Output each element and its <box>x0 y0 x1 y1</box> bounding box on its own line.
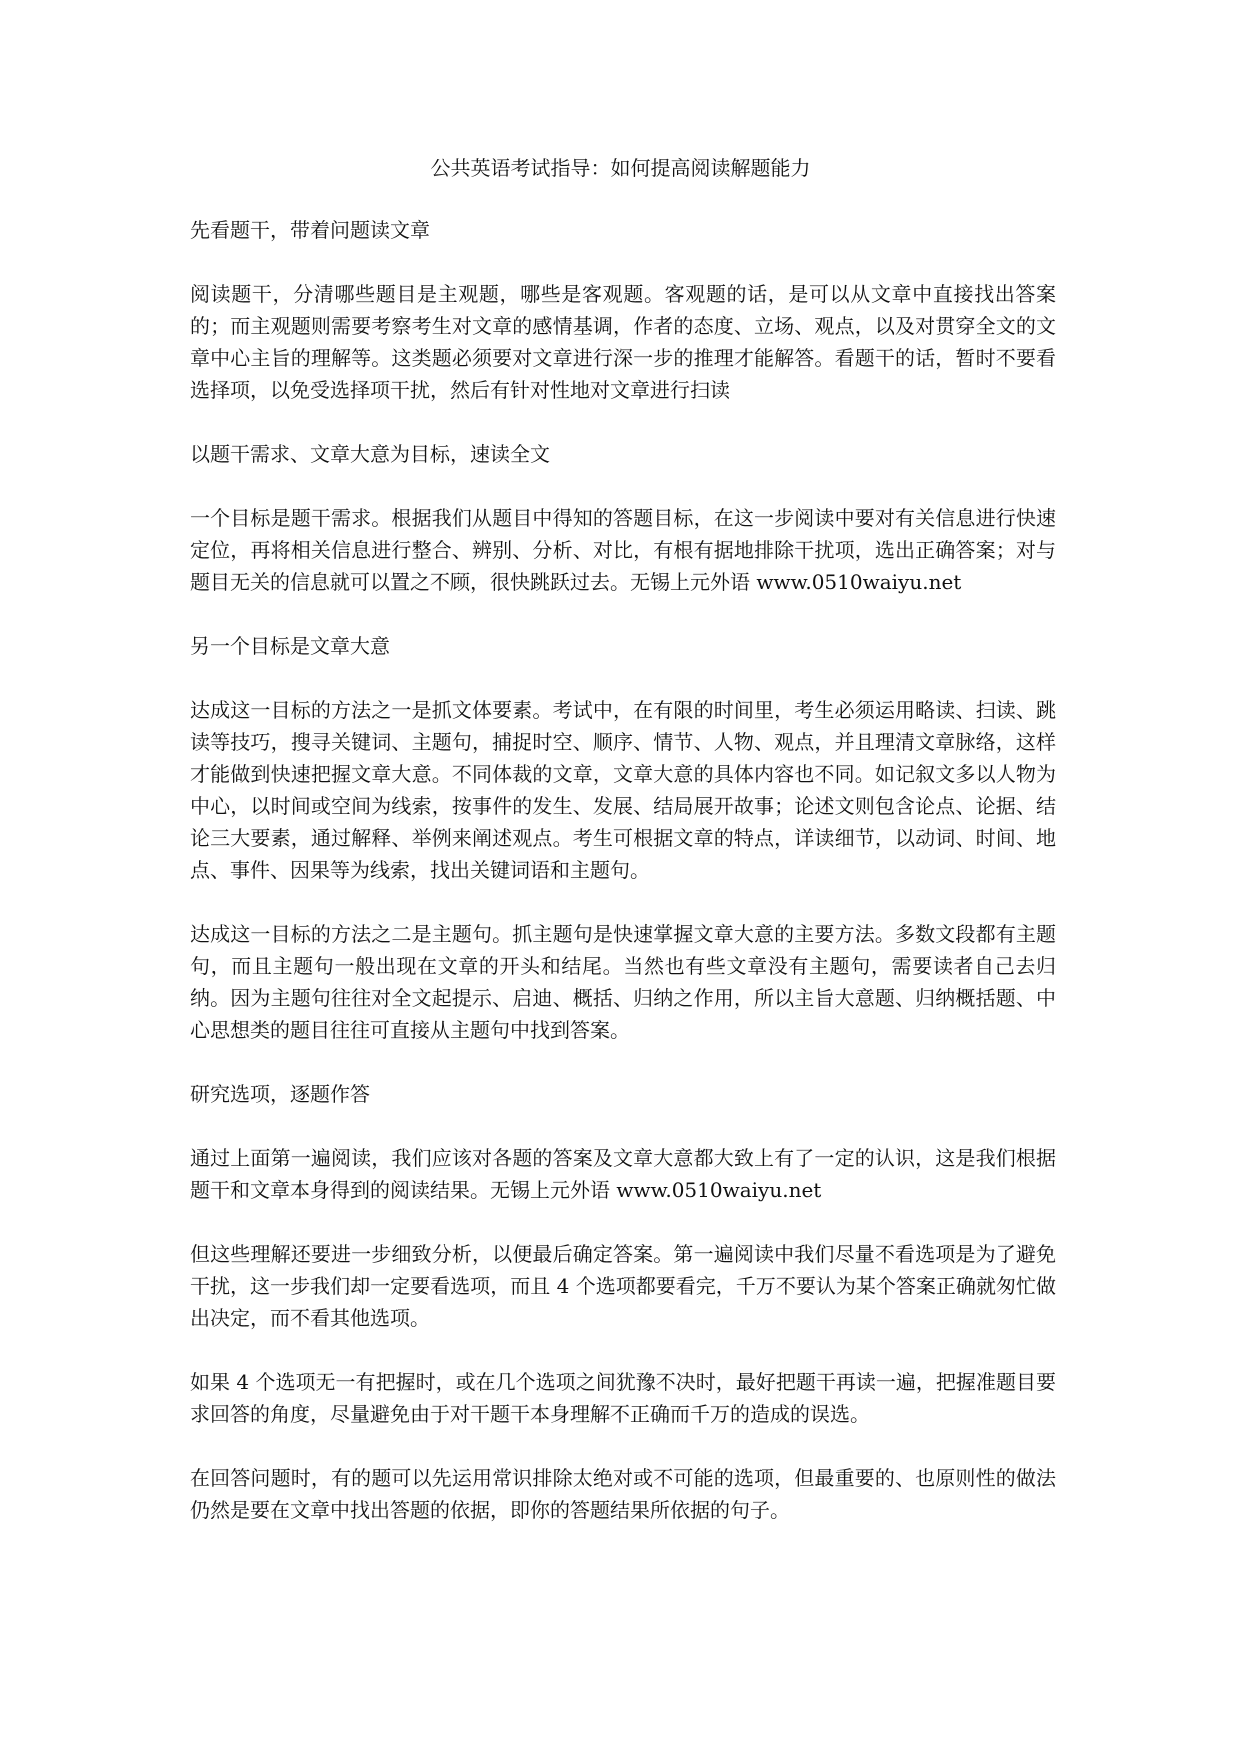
section-heading: 以题干需求、文章大意为目标，速读全文 <box>190 442 550 466</box>
paragraph: 在回答问题时，有的题可以先运用常识排除太绝对或不可能的选项，但最重要的、也原则性的做法仍然是要在文章中找出答题的依据，即你的答题结果所依据的句子。 <box>190 1466 1056 1522</box>
section-heading: 研究选项，逐题作答 <box>190 1082 370 1106</box>
document-body <box>190 214 1056 1558</box>
document-title: 公共英语考试指导：如何提高阅读解题能力 <box>430 156 811 180</box>
section-heading: 先看题干，带着问题读文章 <box>190 218 430 242</box>
paragraph: 达成这一目标的方法之二是主题句。抓主题句是快速掌握文章大意的主要方法。多数文段都有主题句，而且主题句一般出现在文章的开头和结尾。当然也有些文章没有主题句，需要读者自己去归纳。因为主题句往往对全文起提示、启迪、概括、归纳之作用，所以主旨大意题、归纳概括题、中心思想类的题目往往可直接从主题句中找到答案。 <box>190 922 1056 1042</box>
paragraph: 一个目标是题干需求。根据我们从题目中得知的答题目标，在这一步阅读中要对有关信息进行快速定位，再将相关信息进行整合、辨别、分析、对比，有根有据地排除干扰项，选出正确答案；对与题目无关的信息就可以置之不顾，很快跳跃过去。无锡上元外语 www.0510waiyu.net <box>190 506 1056 594</box>
paragraph: 达成这一目标的方法之一是抓文体要素。考试中，在有限的时间里，考生必须运用略读、扫读、跳读等技巧，搜寻关键词、主题句，捕捉时空、顺序、情节、人物、观点，并且理清文章脉络，这样才能做到快速把握文章大意。不同体裁的文章，文章大意的具体内容也不同。如记叙文多以人物为中心，以时间或空间为线索，按事件的发生、发展、结局展开故事；论述文则包含论点、论据、结论三大要素，通过解释、举例来阐述观点。考生可根据文章的特点，详读细节，以动词、时间、地点、事件、因果等为线索，找出关键词语和主题句。 <box>190 698 1056 882</box>
paragraph: 通过上面第一遍阅读，我们应该对各题的答案及文章大意都大致上有了一定的认识，这是我们根据题干和文章本身得到的阅读结果。无锡上元外语 www.0510waiyu.net <box>190 1146 1056 1202</box>
paragraph: 阅读题干，分清哪些题目是主观题，哪些是客观题。客观题的话，是可以从文章中直接找出答案的；而主观题则需要考察考生对文章的感情基调，作者的态度、立场、观点，以及对贯穿全文的文章中心主旨的理解等。这类题必须要对文章进行深一步的推理才能解答。看题干的话，暂时不要看选择项，以免受选择项干扰，然后有针对性地对文章进行扫读 <box>190 282 1056 402</box>
paragraph: 但这些理解还要进一步细致分析，以便最后确定答案。第一遍阅读中我们尽量不看选项是为了避免干扰，这一步我们却一定要看选项，而且 4 个选项都要看完，千万不要认为某个答案正确就匆忙做出决定，而不看其他选项。 <box>190 1242 1056 1330</box>
paragraph: 如果 4 个选项无一有把握时，或在几个选项之间犹豫不决时，最好把题干再读一遍，把握准题目要求回答的角度，尽量避免由于对干题干本身理解不正确而千万的造成的误选。 <box>190 1370 1056 1426</box>
section-heading: 另一个目标是文章大意 <box>190 634 390 658</box>
